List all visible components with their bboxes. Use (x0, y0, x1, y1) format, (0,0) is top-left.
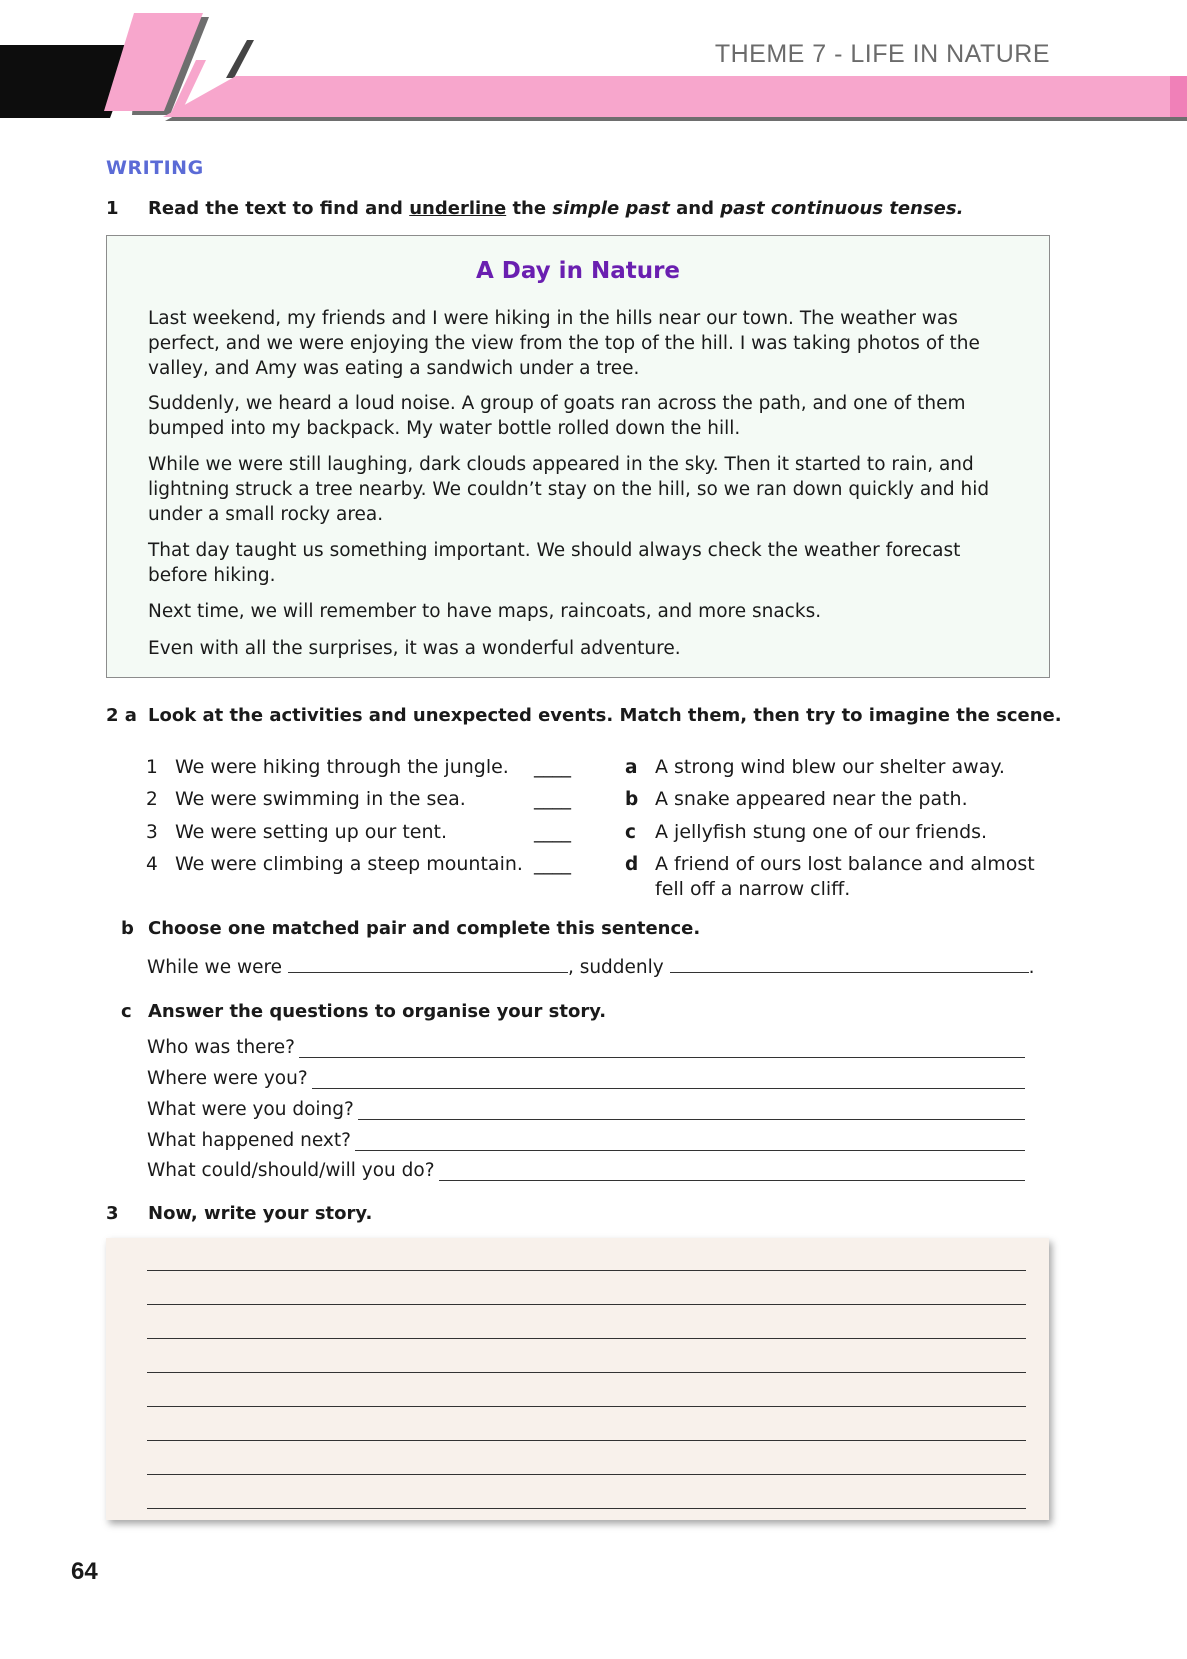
event-letter: c (625, 822, 636, 843)
sentence-blank-2[interactable] (670, 952, 1029, 973)
question-3-instruction: Now, write your story. (148, 1203, 373, 1224)
writing-line[interactable] (147, 1508, 1026, 1509)
story-question-label: Where were you? (147, 1068, 308, 1089)
story-question-label: What were you doing? (147, 1099, 354, 1120)
q1-part-simple-past: simple past (552, 198, 670, 219)
reading-paragraph-4: That day taught us something important. We should always check the weather forecast before hiking. (148, 540, 961, 586)
reading-title: A Day in Nature (475, 258, 681, 284)
event-text: A snake appeared near the path. (655, 788, 968, 810)
question-1-instruction (148, 198, 963, 219)
q1-part-3: the (506, 198, 553, 219)
story-question-row (147, 1130, 1025, 1156)
story-question-row (147, 1160, 1025, 1186)
answer-line[interactable] (439, 1160, 1025, 1181)
sentence-end: . (1028, 957, 1035, 978)
match-answer-blank[interactable]: ____ (534, 822, 571, 843)
sentence-completion (147, 952, 1035, 978)
q1-part-past-continuous: past continuous tenses. (720, 198, 964, 219)
event-letter: b (625, 789, 639, 810)
event-text-continued: fell off a narrow cliff. (655, 878, 851, 900)
story-question-label: Who was there? (147, 1037, 295, 1058)
writing-line[interactable] (147, 1270, 1026, 1271)
activity-text: We were swimming in the sea. (175, 788, 466, 810)
banner-right-tab (1170, 76, 1187, 117)
reading-text-box (106, 235, 1050, 678)
reading-paragraph-6: Even with all the surprises, it was a wonderful adventure. (148, 638, 681, 659)
reading-paragraph-5: Next time, we will remember to have maps, raincoats, and more snacks. (148, 601, 822, 622)
reading-paragraph-3: While we were still laughing, dark clouds appeared in the sky. Then it started to rain, and lightning struck a tree nearby. We couldn’t stay on the hill, so we ran down quickly and hid under a small rocky area. (148, 454, 990, 525)
activity-number: 1 (146, 757, 158, 778)
q1-part-underline: underline (409, 198, 507, 219)
page-header (0, 0, 1187, 125)
activity-number: 2 (146, 789, 158, 810)
question-2a-number: 2 a (106, 705, 137, 726)
question-2b-letter: b (121, 918, 134, 939)
q1-part-1: Read the text to find and (148, 198, 410, 219)
story-question-label: What could/should/will you do? (147, 1160, 435, 1181)
question-1-number: 1 (106, 198, 119, 219)
story-writing-box (106, 1238, 1049, 1520)
activity-number: 3 (146, 822, 158, 843)
q1-part-5: and (669, 198, 721, 219)
event-letter: a (625, 757, 638, 778)
answer-line[interactable] (299, 1037, 1025, 1058)
writing-line[interactable] (147, 1406, 1026, 1407)
match-answer-blank[interactable]: ____ (534, 757, 571, 778)
question-2b-instruction: Choose one matched pair and complete this sentence. (148, 918, 701, 939)
page-number: 64 (71, 1558, 98, 1585)
writing-line[interactable] (147, 1440, 1026, 1441)
writing-line[interactable] (147, 1338, 1026, 1339)
question-2c-instruction: Answer the questions to organise your story. (148, 1001, 607, 1022)
activity-text: We were setting up our tent. (175, 821, 447, 843)
banner-pink-bar (163, 76, 1187, 117)
question-2c-letter: c (121, 1001, 132, 1022)
activity-text: We were hiking through the jungle. (175, 756, 509, 778)
story-question-row (147, 1099, 1025, 1125)
writing-line[interactable] (147, 1304, 1026, 1305)
match-answer-blank[interactable]: ____ (534, 854, 571, 875)
writing-line[interactable] (147, 1474, 1026, 1475)
activity-number: 4 (146, 854, 158, 875)
answer-line[interactable] (355, 1130, 1025, 1151)
event-text: A friend of ours lost balance and almost (655, 853, 1035, 875)
story-question-row (147, 1037, 1025, 1063)
sentence-start: While we were (147, 957, 288, 978)
event-text: A strong wind blew our shelter away. (655, 756, 1005, 778)
answer-line[interactable] (358, 1099, 1025, 1120)
story-question-label: What happened next? (147, 1130, 351, 1151)
banner-dark-accent (226, 40, 254, 78)
event-letter: d (625, 854, 639, 875)
activity-text: We were climbing a steep mountain. (175, 853, 523, 875)
answer-line[interactable] (312, 1068, 1025, 1089)
story-question-row (147, 1068, 1025, 1094)
sentence-mid: , suddenly (567, 957, 670, 978)
theme-title: THEME 7 - LIFE IN NATURE (714, 40, 1050, 68)
question-2a-instruction: Look at the activities and unexpected events. Match them, then try to imagine the scene. (148, 705, 1062, 726)
match-answer-blank[interactable]: ____ (534, 789, 571, 810)
event-text: A jellyfish stung one of our friends. (655, 821, 988, 843)
section-title: WRITING (106, 157, 204, 179)
reading-paragraph-1: Last weekend, my friends and I were hiking in the hills near our town. The weather was perfect, and we were enjoying the view from the top of the hill. I was taking photos of the valley, and Amy was eating a sandwich under a tree. (148, 308, 980, 379)
reading-paragraph-2: Suddenly, we heard a loud noise. A group of goats ran across the path, and one of them bumped into my backpack. My water bottle rolled down the hill. (148, 393, 966, 439)
writing-line[interactable] (147, 1372, 1026, 1373)
sentence-blank-1[interactable] (288, 952, 568, 973)
question-3-number: 3 (106, 1203, 119, 1224)
